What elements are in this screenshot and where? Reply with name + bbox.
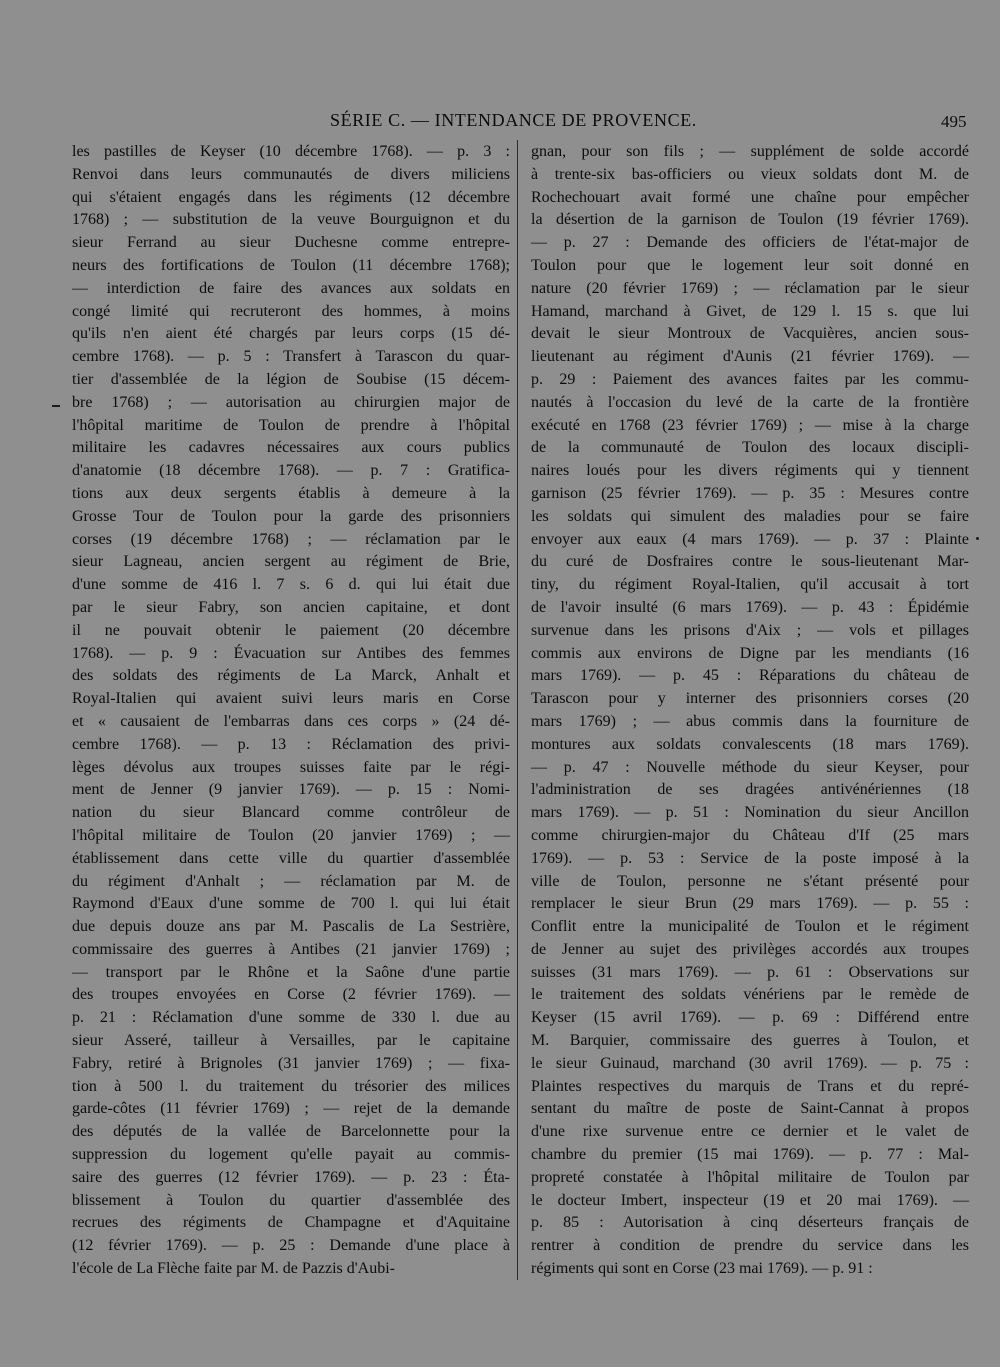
- text-line: sieur Ferrand au sieur Duchesne comme entrepre-: [72, 234, 510, 252]
- text-line: commissaire des guerres à Antibes (21 janvier 1769) ;: [72, 940, 510, 958]
- text-line: comme chirurgien-major du Château d'If (25 mars: [531, 826, 969, 844]
- text-line: propreté constatée à l'hôpital militaire de Toulon par: [531, 1168, 969, 1186]
- text-line: établissement dans cette ville du quartier d'assemblée: [72, 849, 510, 867]
- text-line: congé limité qui recruteront des hommes, à moins: [72, 302, 510, 320]
- text-line: tions aux deux sergents établis à demeure à la: [72, 484, 510, 502]
- text-line: remplacer le sieur Brun (29 mars 1769). — p. 55 :: [531, 895, 969, 913]
- text-line: mars 1769) ; — abus commis dans la fourniture de: [531, 712, 969, 730]
- text-line: le docteur Imbert, inspecteur (19 et 20 mai 1769). —: [531, 1191, 969, 1209]
- text-line: les pastilles de Keyser (10 décembre 1768). — p. 3 :: [72, 143, 510, 160]
- text-line: Hamand, marchand à Givet, de 129 l. 15 s. que lui: [531, 302, 969, 320]
- text-line: gnan, pour son fils ; — supplément de solde accordé: [531, 143, 969, 160]
- text-line: commis aux environs de Digne par les mendiants (16: [531, 644, 969, 662]
- text-line: des troupes envoyées en Corse (2 février 1769). —: [72, 986, 510, 1004]
- text-line: Tarascon pour y interner des prisonniers corses (20: [531, 690, 969, 708]
- text-line: bre 1768) ; — autorisation au chirurgien major de: [72, 393, 510, 411]
- text-line: cembre 1768). — p. 5 : Transfert à Tarascon du quar-: [72, 348, 510, 366]
- text-line: Royal-Italien qui avaient suivi leurs maris en Corse: [72, 690, 510, 708]
- text-line: nautés à l'occasion du levé de la carte de la frontière: [531, 393, 969, 411]
- text-line: p. 21 : Réclamation d'une somme de 330 l. due au: [72, 1009, 510, 1027]
- text-line: sentant du maître de poste de Saint-Cannat à propos: [531, 1100, 969, 1118]
- margin-dot: [976, 537, 979, 540]
- text-line: des soldats des régiments de La Marck, Anhalt et: [72, 667, 510, 685]
- text-line: devait le sieur Montroux de Vacquières, ancien sous-: [531, 325, 969, 343]
- text-line: d'une rixe survenue entre ce dernier et le valet de: [531, 1123, 969, 1141]
- text-line: 1769). — p. 53 : Service de la poste imposé à la: [531, 849, 969, 867]
- text-line: mars 1769). — p. 51 : Nomination du sieur Ancillon: [531, 804, 969, 822]
- text-line: de l'avoir insulté (6 mars 1769). — p. 43 : Épidémie: [531, 598, 969, 616]
- text-line: le sieur Guinaud, marchand (30 avril 1769). — p. 75 :: [531, 1054, 969, 1072]
- text-line: de la communauté de Toulon des locaux discipli-: [531, 439, 969, 457]
- text-line: nation du sieur Blancard comme contrôleur de: [72, 804, 510, 822]
- text-line: l'administration de ses dragées antivénériennes (18: [531, 781, 969, 799]
- text-line: M. Barquier, commissaire des guerres à Toulon, et: [531, 1032, 969, 1050]
- text-line: Toulon pour que le logement leur soit donné en: [531, 256, 969, 274]
- text-line: Keyser (15 avril 1769). — p. 69 : Différend entre: [531, 1009, 969, 1027]
- text-line: garde-côtes (11 février 1769) ; — rejet de la demande: [72, 1100, 510, 1118]
- text-line: des députés de la vallée de Barcelonnette pour la: [72, 1123, 510, 1141]
- text-line: envoyer aux eaux (4 mars 1769). — p. 37 : Plainte: [531, 530, 969, 548]
- text-line: — transport par le Rhône et la Saône d'une partie: [72, 963, 510, 981]
- text-line: qui s'étaient engagés dans les régiments (12 décembre: [72, 188, 510, 206]
- margin-mark: [52, 405, 60, 407]
- text-line: nature (20 février 1769) ; — réclamation par le sieur: [531, 279, 969, 297]
- text-line: due depuis douze ans par M. Pascalis de La Sestrière,: [72, 918, 510, 936]
- text-line: le traitement des soldats vénériens par le remède de: [531, 986, 969, 1004]
- text-line: suisses (31 mars 1769). — p. 61 : Observations sur: [531, 963, 969, 981]
- text-line: à trente-six bas-officiers ou vieux soldats dont M. de: [531, 165, 969, 183]
- text-line: ment de Jenner (9 janvier 1769). — p. 15 : Nomi-: [72, 781, 510, 799]
- text-line: lieutenant au régiment d'Aunis (21 février 1769). —: [531, 348, 969, 366]
- text-line: sieur Lagneau, ancien sergent au régiment de Brie,: [72, 553, 510, 571]
- text-line: Fabry, retiré à Brignoles (31 janvier 1769) ; — fixa-: [72, 1054, 510, 1072]
- text-line: (12 février 1769). — p. 25 : Demande d'une place à: [72, 1237, 510, 1255]
- text-line: lèges dévolus aux troupes suisses faite par le régi-: [72, 758, 510, 776]
- text-line: et « causaient de l'embarras dans ces corps » (24 dé-: [72, 712, 510, 730]
- text-line: Grosse Tour de Toulon pour la garde des prisonniers: [72, 507, 510, 525]
- text-line: — p. 27 : Demande des officiers de l'état-major de: [531, 234, 969, 252]
- text-line: Renvoi dans leurs communautés de divers miliciens: [72, 165, 510, 183]
- text-line: l'école de La Flèche faite par M. de Pazzis d'Aubi-: [72, 1260, 395, 1278]
- text-line: survenue dans les prisons d'Aix ; — vols et pillages: [531, 621, 969, 639]
- running-header: [0, 110, 1000, 136]
- text-line: les soldats qui simulent des maladies pour se faire: [531, 507, 969, 525]
- right-text-column: [531, 141, 969, 1281]
- text-line: chambre du premier (15 mai 1769). — p. 77 : Mal-: [531, 1146, 969, 1164]
- text-line: Rochechouart avait formé une chaîne pour empêcher: [531, 188, 969, 206]
- text-line: militaire les cadavres nécessaires aux cours publics: [72, 439, 510, 457]
- text-line: naires loués pour les divers régiments qui y tiennent: [531, 462, 969, 480]
- text-line: du curé de Dosfraires contre le sous-lieutenant Mar-: [531, 553, 969, 571]
- text-line: exécuté en 1768 (23 février 1769) ; — mise à la charge: [531, 416, 969, 434]
- text-line: — p. 47 : Nouvelle méthode du sieur Keyser, pour: [531, 758, 969, 776]
- column-divider: [517, 140, 518, 1280]
- text-line: p. 85 : Autorisation à cinq déserteurs français de: [531, 1214, 969, 1232]
- text-line: 1768). — p. 9 : Évacuation sur Antibes des femmes: [72, 644, 510, 662]
- text-line: du régiment d'Anhalt ; — réclamation par M. de: [72, 872, 510, 890]
- text-line: régiments qui sont en Corse (23 mai 1769). — p. 91 :: [531, 1260, 873, 1278]
- text-line: recrues des régiments de Champagne et d'Aquitaine: [72, 1214, 510, 1232]
- text-line: saire des guerres (12 février 1769). — p. 23 : Éta-: [72, 1168, 510, 1186]
- text-line: blissement à Toulon du quartier d'assemblée des: [72, 1191, 510, 1209]
- text-line: corses (19 décembre 1768) ; — réclamation par le: [72, 530, 510, 548]
- text-line: tier d'assemblée de la légion de Soubise (15 décem-: [72, 370, 510, 388]
- left-text-column: [72, 141, 510, 1281]
- text-line: garnison (25 février 1769). — p. 35 : Mesures contre: [531, 484, 969, 502]
- text-line: 1768) ; — substitution de la veuve Bourguignon et du: [72, 211, 510, 229]
- text-line: d'une somme de 416 l. 7 s. 6 d. qui lui était due: [72, 576, 510, 594]
- text-line: tion à 500 l. du traitement du trésorier des milices: [72, 1077, 510, 1095]
- text-line: rentrer à condition de prendre du service dans les: [531, 1237, 969, 1255]
- text-line: sieur Asseré, tailleur à Versailles, par le capitaine: [72, 1032, 510, 1050]
- text-line: p. 29 : Paiement des avances faites par les commu-: [531, 370, 969, 388]
- text-line: suppression du logement qu'elle payait au commis-: [72, 1146, 510, 1164]
- text-line: qu'ils n'en aient été chargés par leurs corps (15 dé-: [72, 325, 510, 343]
- text-line: — interdiction de faire des avances aux soldats en: [72, 279, 510, 297]
- text-line: l'hôpital militaire de Toulon (20 janvier 1769) ; —: [72, 826, 510, 844]
- text-line: la désertion de la garnison de Toulon (19 février 1769).: [531, 211, 969, 229]
- page-title: SÉRIE C. — INTENDANCE DE PROVENCE.: [330, 110, 697, 130]
- text-line: Raymond d'Eaux d'une somme de 700 l. qui lui était: [72, 895, 510, 913]
- page-number: 495: [941, 112, 967, 131]
- text-line: de Jenner au sujet des privilèges accordés aux troupes: [531, 940, 969, 958]
- text-line: mars 1769). — p. 45 : Réparations du château de: [531, 667, 969, 685]
- text-line: il ne pouvait obtenir le paiement (20 décembre: [72, 621, 510, 639]
- text-line: Conflit entre la municipalité de Toulon et le régiment: [531, 918, 969, 936]
- text-line: ville de Toulon, personne ne s'étant présenté pour: [531, 872, 969, 890]
- text-line: Plaintes respectives du marquis de Trans et du repré-: [531, 1077, 969, 1095]
- text-line: cembre 1768). — p. 13 : Réclamation des privi-: [72, 735, 510, 753]
- text-line: par le sieur Fabry, son ancien capitaine, et dont: [72, 598, 510, 616]
- text-line: tiny, du régiment Royal-Italien, qu'il accusait à tort: [531, 576, 969, 594]
- text-line: neurs des fortifications de Toulon (11 décembre 1768);: [72, 256, 510, 274]
- text-line: d'anatomie (18 décembre 1768). — p. 7 : Gratifica-: [72, 462, 510, 480]
- text-line: montures aux soldats convalescents (18 mars 1769).: [531, 735, 969, 753]
- text-line: l'hôpital maritime de Toulon de prendre à l'hôpital: [72, 416, 510, 434]
